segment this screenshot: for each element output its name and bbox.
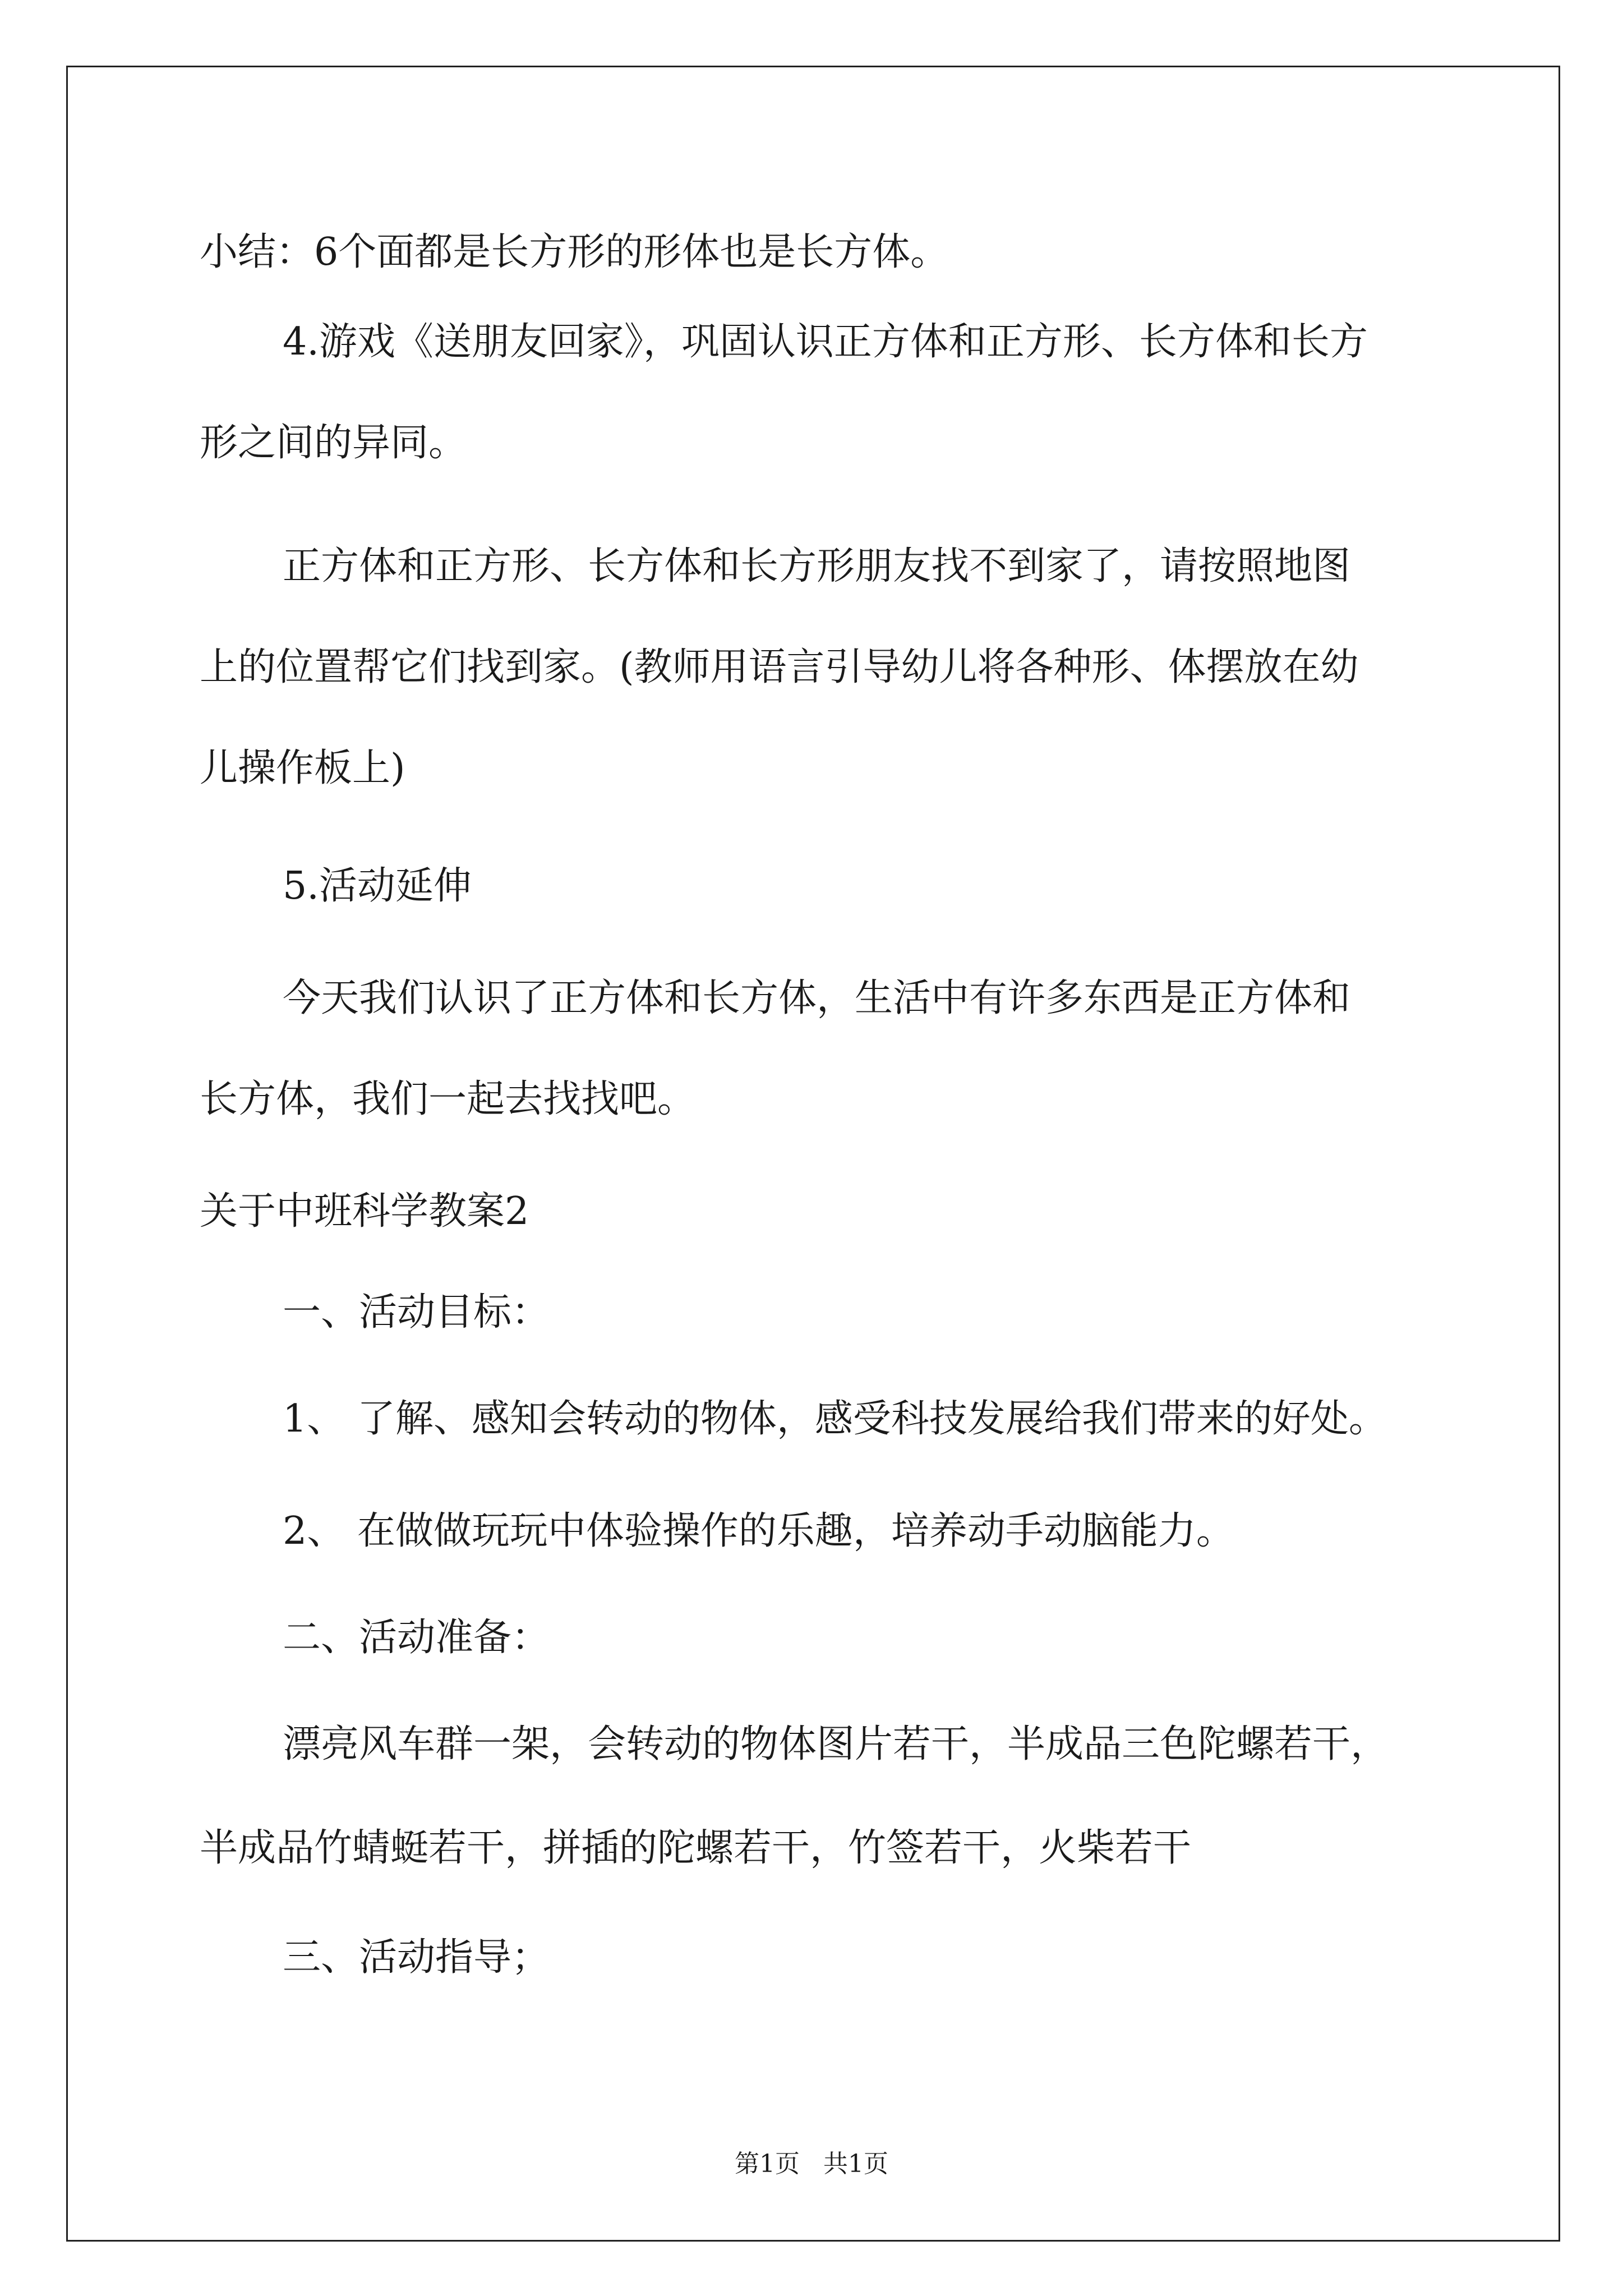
page-number-footer: 第1页 共1页 <box>735 2150 888 2178</box>
page-border <box>66 66 1560 2242</box>
section-heading: 关于中班科学教案2 <box>200 1189 529 1234</box>
paragraph-line: 二、活动准备： <box>283 1616 550 1660</box>
paragraph-line: 半成品竹蜻蜓若干，拼插的陀螺若干，竹签若干，火柴若干 <box>200 1826 1192 1870</box>
paragraph-line: 形之间的异同。 <box>200 421 467 465</box>
paragraph-line: 2、 在做做玩玩中体验操作的乐趣，培养动手动脑能力。 <box>283 1509 1234 1553</box>
paragraph-line: 一、活动目标： <box>283 1290 550 1335</box>
paragraph-line: 儿操作板上) <box>200 746 405 790</box>
paragraph-line: 今天我们认识了正方体和长方体，生活中有许多东西是正方体和 <box>283 976 1351 1020</box>
paragraph-line: 上的位置帮它们找到家。(教师用语言引导幼儿将各种形、体摆放在幼 <box>200 645 1359 689</box>
paragraph-line: 5.活动延伸 <box>283 864 472 908</box>
paragraph-line: 4.游戏《送朋友回家》，巩固认识正方体和正方形、长方体和长方 <box>283 320 1368 364</box>
paragraph-line: 小结：6个面都是长方形的形体也是长方体。 <box>200 230 949 274</box>
paragraph-line: 三、活动指导； <box>283 1935 550 1980</box>
paragraph-line: 长方体，我们一起去找找吧。 <box>200 1077 696 1121</box>
paragraph-line: 正方体和正方形、长方体和长方形朋友找不到家了，请按照地图 <box>283 544 1351 588</box>
paragraph-line: 1、 了解、感知会转动的物体，感受科技发展给我们带来的好处。 <box>283 1397 1387 1441</box>
paragraph-line: 漂亮风车群一架，会转动的物体图片若干，半成品三色陀螺若干， <box>283 1722 1389 1766</box>
